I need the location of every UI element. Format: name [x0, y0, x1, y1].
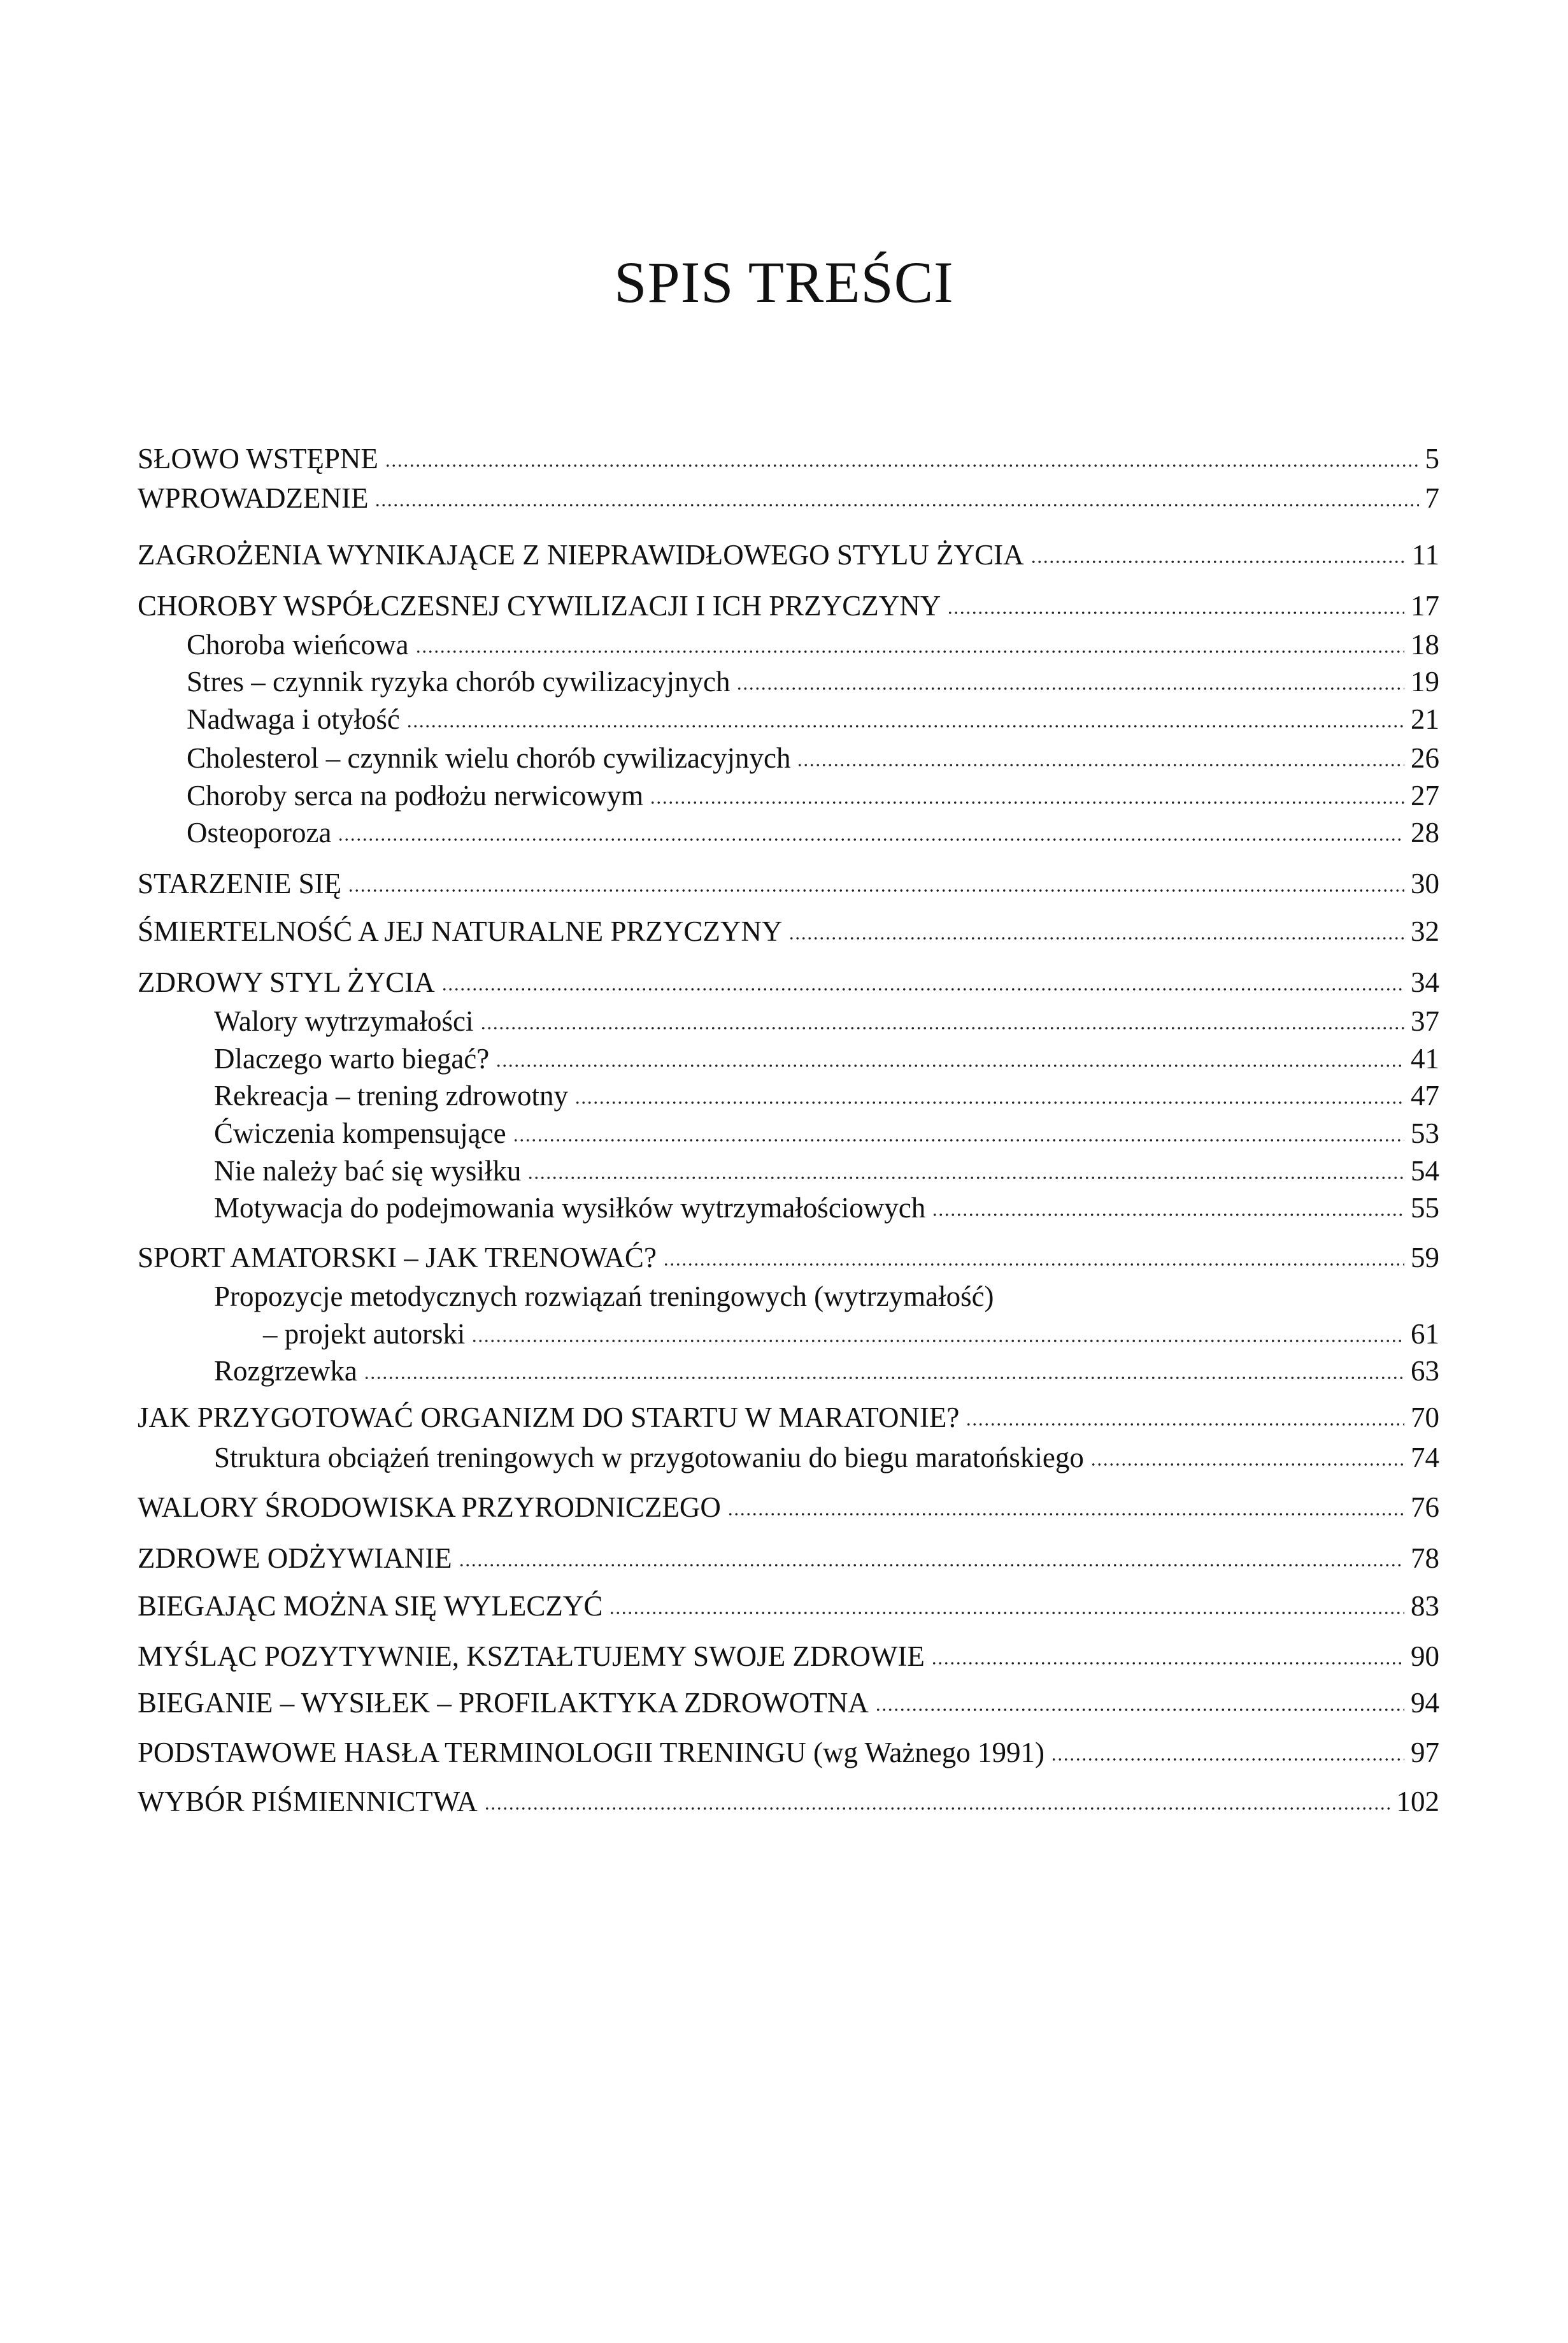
toc-entry-page: 102: [1396, 1786, 1439, 1817]
toc-entry: [138, 1685, 1439, 1721]
toc-entry-title: Dlaczego warto biegać?: [214, 1043, 490, 1075]
toc-entry: [263, 1316, 1439, 1352]
dot-leader: [727, 1512, 1404, 1517]
toc-entry: [214, 1153, 1439, 1189]
toc-entry: [138, 1638, 1439, 1674]
toc-entry: [214, 1190, 1439, 1226]
dot-leader: [736, 686, 1404, 691]
toc-entry-title: Rozgrzewka: [214, 1355, 357, 1387]
toc-entry-title: ZDROWE ODŻYWIANIE: [138, 1542, 452, 1574]
toc-entry-title: ZAGROŻENIA WYNIKAJĄCE Z NIEPRAWIDŁOWEGO STYLU ŻYCIA: [138, 539, 1024, 571]
toc-entry-title: Stres – czynnik ryzyka chorób cywilizacyjnych: [187, 666, 731, 698]
dot-leader: [1030, 559, 1406, 564]
toc-entry-title: MYŚLĄC POZYTYWNIE, KSZTAŁTUJEMY SWOJE ZDROWIE: [138, 1640, 925, 1672]
toc-entry-page: 28: [1411, 817, 1439, 849]
toc-entry-title: Walory wytrzymałości: [214, 1005, 474, 1037]
dot-leader: [797, 763, 1404, 768]
dot-leader: [527, 1175, 1404, 1180]
toc-entry-title: Ćwiczenia kompensujące: [214, 1117, 506, 1149]
dot-leader: [513, 1138, 1404, 1143]
dot-leader: [385, 463, 1419, 468]
page-title: SPIS TREŚCI: [614, 250, 954, 315]
toc-entry-page: 5: [1425, 443, 1439, 475]
toc-entry-title: SŁOWO WSTĘPNE: [138, 443, 378, 475]
toc-entry: [187, 815, 1439, 850]
toc-entry-page: 11: [1411, 539, 1439, 571]
toc-entry-title: Struktura obciążeń treningowych w przygotowaniu do biegu maratońskiego: [214, 1442, 1084, 1473]
toc-entry-page: 97: [1411, 1737, 1439, 1768]
dot-leader: [931, 1661, 1404, 1666]
toc-entry-page: 34: [1411, 966, 1439, 998]
dot-leader: [947, 610, 1404, 615]
toc-entry-title: Choroba wieńcowa: [187, 629, 409, 661]
dot-leader: [875, 1707, 1404, 1712]
toc-entry-title: STARZENIE SIĘ: [138, 868, 342, 899]
toc-entry-page: 18: [1411, 629, 1439, 661]
toc-entry-title: BIEGAJĄC MOŻNA SIĘ WYLECZYĆ: [138, 1590, 603, 1622]
dot-leader: [1051, 1757, 1404, 1762]
toc-entry-title: PODSTAWOWE HASŁA TERMINOLOGII TRENINGU (wg Ważnego 1991): [138, 1737, 1045, 1768]
toc-entry: [187, 778, 1439, 813]
toc-entry-page: 90: [1411, 1640, 1439, 1672]
toc-entry: [214, 1353, 1439, 1389]
toc-entry: [138, 866, 1439, 901]
toc-entry-page: 78: [1411, 1542, 1439, 1574]
toc-entry-page: 63: [1411, 1355, 1439, 1387]
toc-entry-title: – projekt autorski: [263, 1318, 466, 1350]
toc-entry-page: 59: [1411, 1242, 1439, 1273]
toc-entry: [214, 1279, 1439, 1314]
dot-leader: [441, 987, 1404, 992]
toc-entry: [138, 480, 1439, 516]
toc-entry-page: 19: [1411, 666, 1439, 698]
toc-entry-page: 26: [1411, 742, 1439, 774]
toc-entry: [138, 537, 1439, 573]
dot-leader: [1090, 1462, 1404, 1467]
toc-entry-page: 70: [1411, 1401, 1439, 1433]
toc-entry-title: WPROWADZENIE: [138, 482, 369, 514]
toc-entry-page: 27: [1411, 780, 1439, 812]
toc-entry: [214, 1440, 1439, 1475]
dot-leader: [364, 1375, 1404, 1380]
toc-entry-title: WYBÓR PIŚMIENNICTWA: [138, 1786, 478, 1817]
toc-entry-title: ŚMIERTELNOŚĆ A JEJ NATURALNE PRZYCZYNY: [138, 915, 783, 947]
toc-entry: [214, 1003, 1439, 1039]
dot-leader: [932, 1212, 1404, 1217]
toc-entry: [138, 588, 1439, 624]
toc-entry-page: 41: [1411, 1043, 1439, 1075]
toc-entry-page: 94: [1411, 1687, 1439, 1719]
toc-entry-page: 53: [1411, 1117, 1439, 1149]
toc-entry-title: Nie należy bać się wysiłku: [214, 1155, 522, 1187]
toc-entry: [187, 627, 1439, 663]
toc-entry: [138, 1735, 1439, 1770]
toc-entry-page: 32: [1411, 915, 1439, 947]
toc-entry: [214, 1078, 1439, 1114]
toc-entry: [138, 1588, 1439, 1624]
dot-leader: [663, 1262, 1404, 1267]
toc-entry-title: WALORY ŚRODOWISKA PRZYRODNICZEGO: [138, 1491, 721, 1523]
toc-entry-title: ZDROWY STYL ŻYCIA: [138, 966, 435, 998]
toc-entry-page: 47: [1411, 1080, 1439, 1112]
dot-leader: [338, 837, 1404, 842]
toc-entry-page: 61: [1411, 1318, 1439, 1350]
toc-entry: [214, 1115, 1439, 1151]
dot-leader: [459, 1563, 1404, 1568]
toc-entry: [138, 1400, 1439, 1435]
toc-entry-title: Motywacja do podejmowania wysiłków wytrzymałościowych: [214, 1192, 926, 1224]
dot-leader: [484, 1806, 1390, 1811]
toc-entry-title: Nadwaga i otyłość: [187, 703, 400, 735]
toc-entry: [187, 701, 1439, 737]
toc-entry-page: 55: [1411, 1192, 1439, 1224]
toc-entry: [138, 1489, 1439, 1525]
toc-entry: [138, 964, 1439, 1000]
toc-entry-title: Rekreacja – trening zdrowotny: [214, 1080, 569, 1112]
dot-leader: [495, 1063, 1404, 1068]
toc-entry-page: 74: [1411, 1442, 1439, 1473]
toc-entry-page: 17: [1411, 590, 1439, 622]
dot-leader: [348, 888, 1404, 893]
toc-entry-title: Cholesterol – czynnik wielu chorób cywilizacyjnych: [187, 742, 791, 774]
toc-entry-title: Osteoporoza: [187, 817, 332, 849]
dot-leader: [966, 1422, 1404, 1427]
toc-entry: [214, 1041, 1439, 1077]
dot-leader: [471, 1338, 1404, 1343]
toc-entry-page: 7: [1425, 482, 1439, 514]
dot-leader: [650, 800, 1404, 805]
toc-entry-page: 76: [1411, 1491, 1439, 1523]
toc-entry-page: 37: [1411, 1005, 1439, 1037]
dot-leader: [374, 503, 1418, 508]
dot-leader: [788, 936, 1404, 941]
toc-entry-page: 21: [1411, 703, 1439, 735]
dot-leader: [406, 724, 1404, 729]
toc-entry: [138, 441, 1439, 476]
dot-leader: [415, 649, 1404, 654]
toc-entry: [138, 1784, 1439, 1819]
toc-entry: [187, 664, 1439, 699]
toc-entry: [138, 1540, 1439, 1576]
toc-entry-title: SPORT AMATORSKI – JAK TRENOWAĆ?: [138, 1242, 657, 1273]
dot-leader: [480, 1026, 1404, 1031]
toc-entry-title: BIEGANIE – WYSIŁEK – PROFILAKTYKA ZDROWOTNA: [138, 1687, 869, 1719]
toc-entry: [187, 740, 1439, 776]
toc-entry-page: 30: [1411, 868, 1439, 899]
toc-entry: [138, 1240, 1439, 1275]
toc-entry: [138, 914, 1439, 949]
dot-leader: [609, 1610, 1404, 1616]
toc-entry-page: 83: [1411, 1590, 1439, 1622]
toc-entry-title: JAK PRZYGOTOWAĆ ORGANIZM DO STARTU W MARATONIE?: [138, 1401, 960, 1433]
toc-entry-title: CHOROBY WSPÓŁCZESNEJ CYWILIZACJI I ICH PRZYCZYNY: [138, 590, 941, 622]
toc-entry-title: Choroby serca na podłożu nerwicowym: [187, 780, 644, 812]
toc-entry-page: 54: [1411, 1155, 1439, 1187]
dot-leader: [574, 1100, 1404, 1105]
toc-entry-title: Propozycje metodycznych rozwiązań treningowych (wytrzymałość): [214, 1280, 994, 1312]
